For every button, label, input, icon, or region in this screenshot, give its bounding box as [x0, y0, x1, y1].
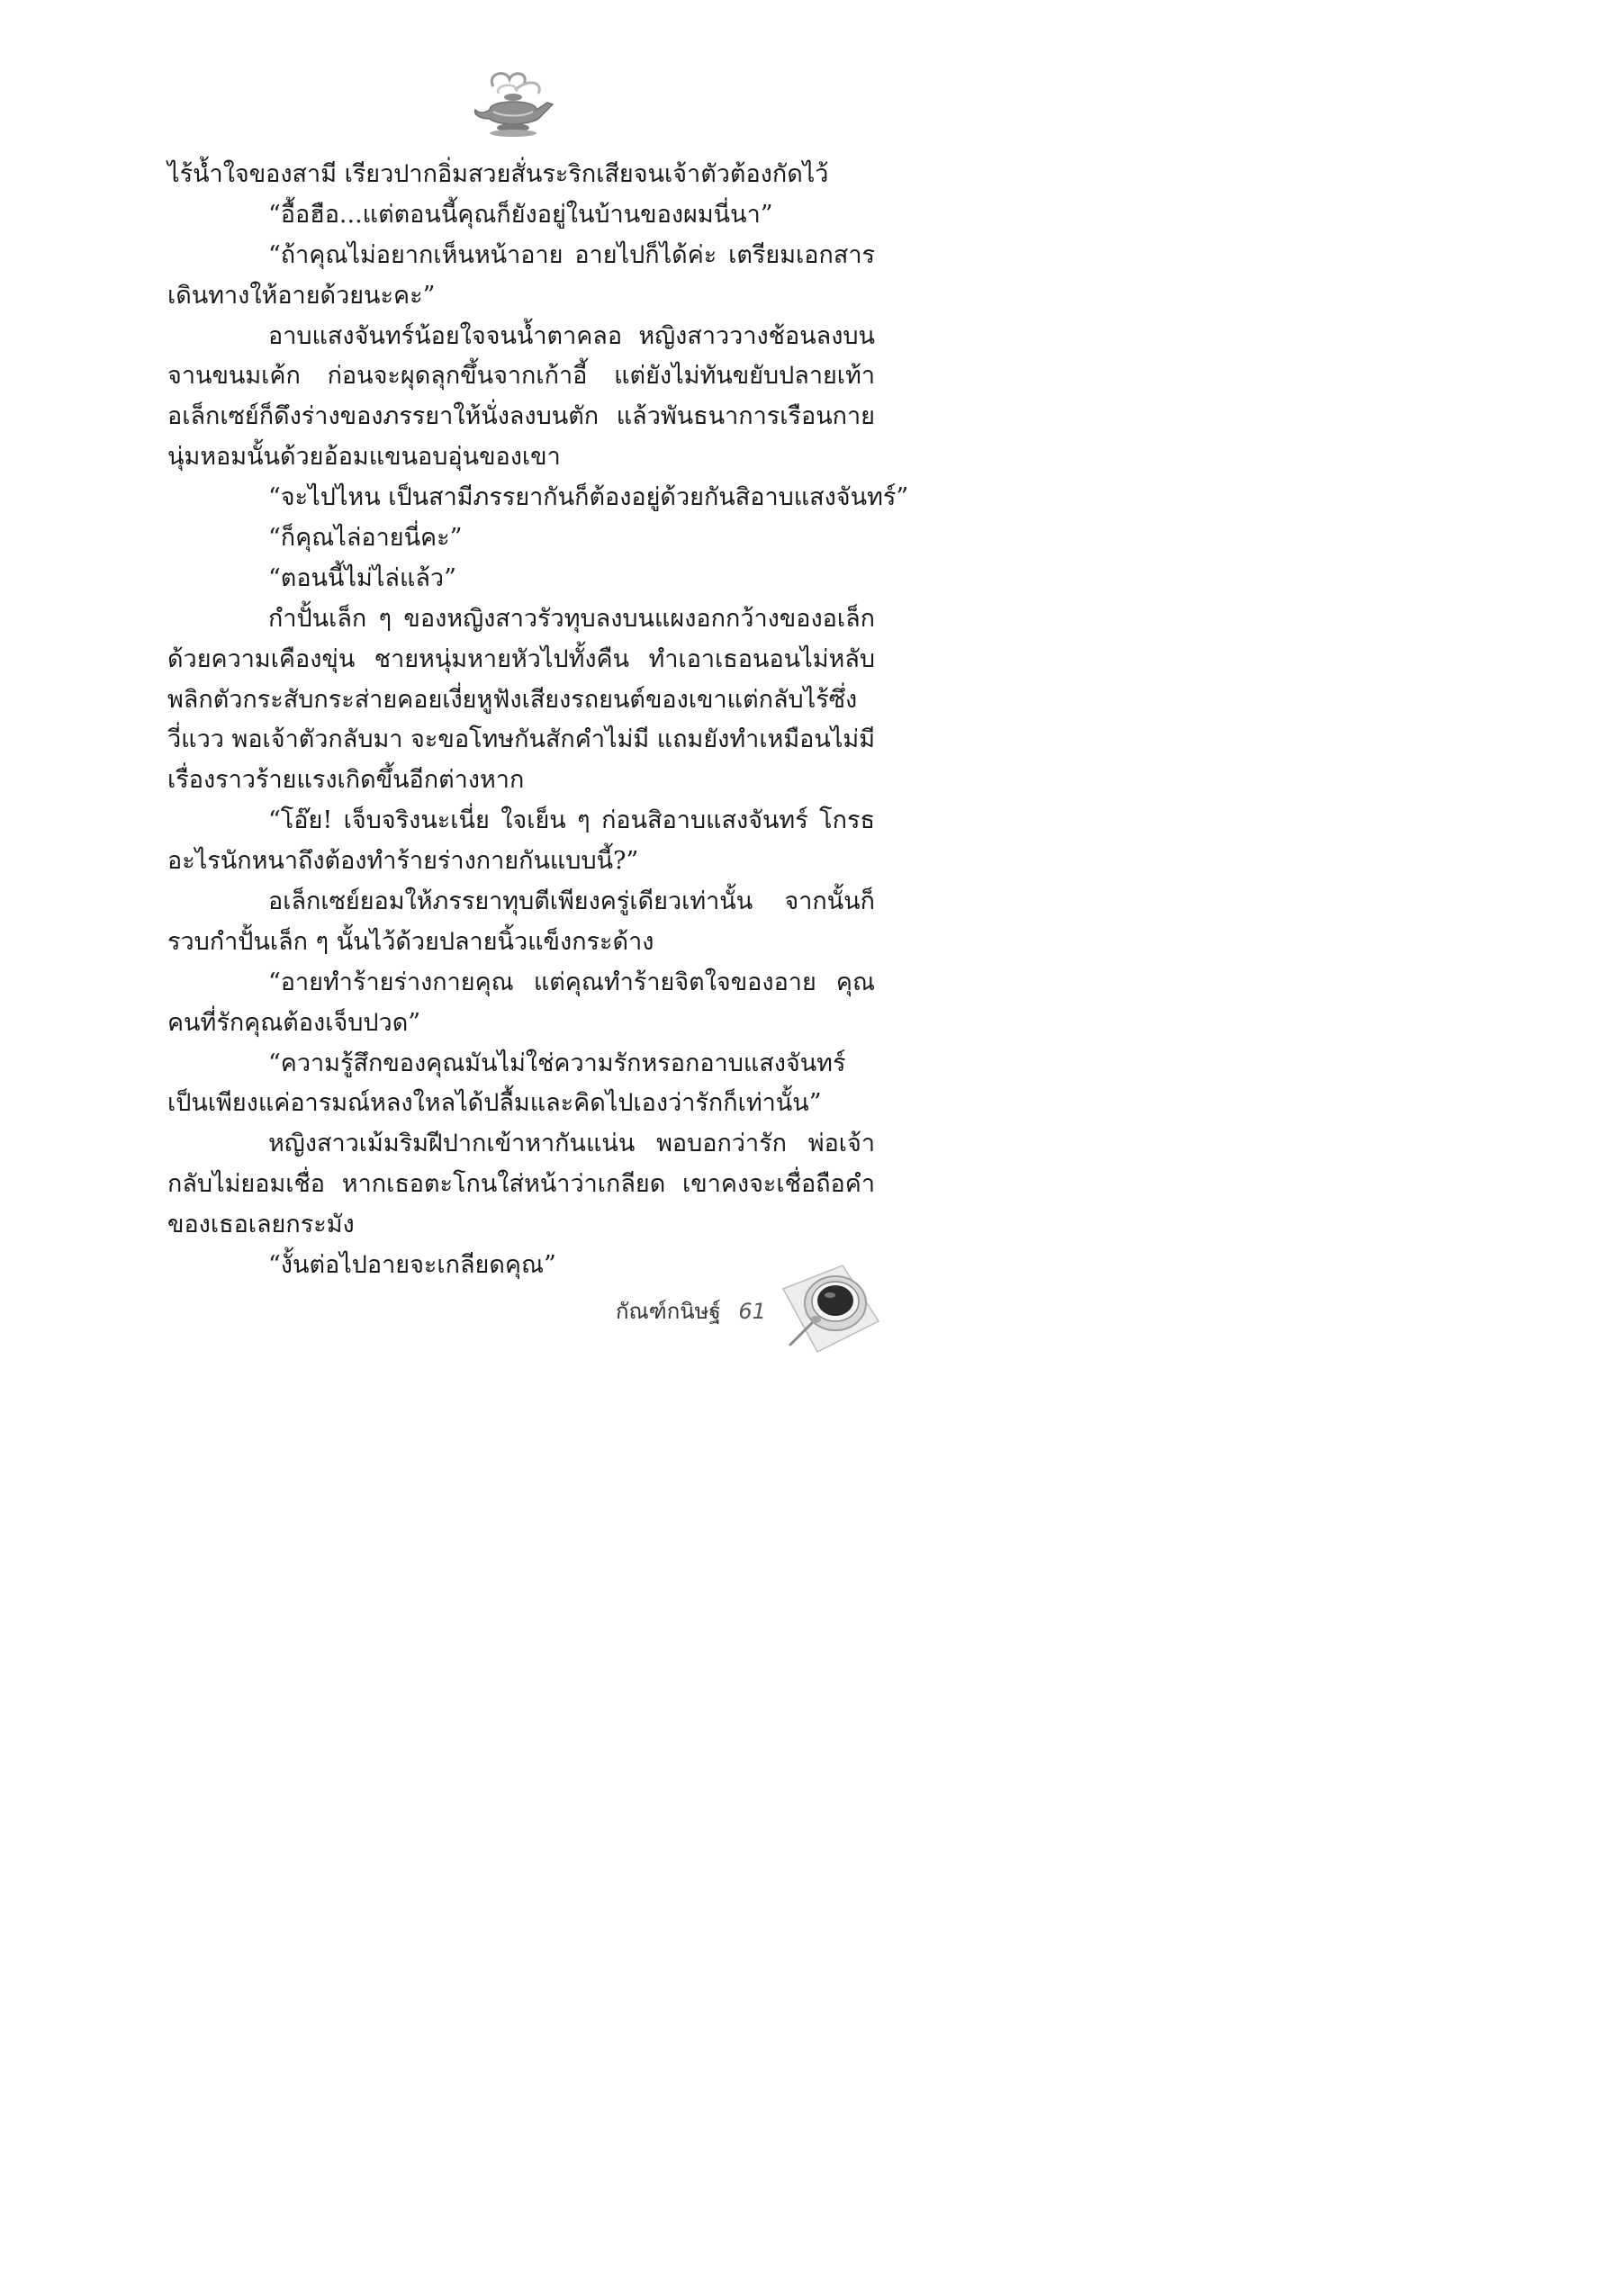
text-line: “ถ้าคุณไม่อยากเห็นหน้าอาย อายไปก็ได้ค่ะ เตรียมเอกสาร [268, 240, 875, 269]
text-line: ไร้น้ำใจของสามี เรียวปากอิ่มสวยสั่นระริกเสียจนเจ้าตัวต้องกัดไว้ [167, 160, 829, 188]
text-line: นุ่มหอมนั้นด้วยอ้อมแขนอบอุ่นของเขา [167, 443, 561, 472]
text-line: ด้วยความเคืองขุ่น ชายหนุ่มหายหัวไปทั้งคืน ทำเอาเธอนอนไม่หลับ [167, 644, 875, 673]
text-line: “ความรู้สึกของคุณมันไม่ใช่ความรักหรอกอาบแสงจันทร์ [268, 1049, 846, 1077]
text-line: “ก็คุณไล่อายนี่คะ” [268, 524, 463, 553]
text-line: อาบแสงจันทร์น้อยใจจนน้ำตาคลอ หญิงสาววางช้อนลงบน [268, 321, 875, 350]
page-number: 61 [738, 1299, 766, 1324]
text-line: เดินทางให้อายด้วยนะคะ” [167, 281, 436, 310]
text-line: รวบกำปั้นเล็ก ๆ นั้นไว้ด้วยปลายนิ้วแข็งกระด้าง [167, 927, 654, 956]
body-text [167, 155, 909, 1286]
text-line: กลับไม่ยอมเชื่อ หากเธอตะโกนใส่หน้าว่าเกลียด เขาคงจะเชื่อถือคำ [167, 1170, 875, 1199]
text-line: กำปั้นเล็ก ๆ ของหญิงสาวรัวทุบลงบนแผงอกกว้างของอเล็ก [268, 604, 875, 633]
text-line: อเล็กเซย์ยอมให้ภรรยาทุบตีเพียงครู่เดียวเท่านั้น จากนั้นก็ [268, 887, 875, 916]
text-line: “อื้อฮือ...แต่ตอนนี้คุณก็ยังอยู่ในบ้านของผมนี่นา” [268, 200, 773, 229]
text-line: “อายทำร้ายร่างกายคุณ แต่คุณทำร้ายจิตใจของอาย คุณ [268, 968, 875, 996]
author-name: กัณฑ์กนิษฐ์ [616, 1299, 721, 1324]
text-line: พลิกตัวกระสับกระส่ายคอยเงี่ยหูฟังเสียงรถยนต์ของเขาแต่กลับไร้ซึ่ง [167, 685, 858, 714]
text-line: ของเธอเลยกระมัง [167, 1211, 355, 1239]
text-line: “งั้นต่อไปอายจะเกลียดคุณ” [268, 1251, 556, 1280]
text-line: คนที่รักคุณต้องเจ็บปวด” [167, 1008, 421, 1037]
text-line: เป็นเพียงแค่อารมณ์หลงใหลได้ปลื้มและคิดไปเองว่ารักก็เท่านั้น” [167, 1089, 822, 1118]
text-line: อะไรนักหนาถึงต้องทำร้ายร่างกายกันแบบนี้?” [167, 847, 639, 876]
text-line: จานขนมเค้ก ก่อนจะผุดลุกขึ้นจากเก้าอี้ แต่ยังไม่ทันขยับปลายเท้า [167, 362, 875, 391]
text-line: “ตอนนี้ไม่ไล่แล้ว” [268, 563, 456, 592]
text-line: วี่แวว พอเจ้าตัวกลับมา จะขอโทษกันสักคำไม่มี แถมยังทำเหมือนไม่มี [167, 725, 875, 754]
text-line: “จะไปไหน เป็นสามีภรรยากันก็ต้องอยู่ด้วยกันสิอาบแสงจันทร์” [268, 483, 909, 512]
genie-lamp-icon [466, 70, 556, 140]
text-line: หญิงสาวเม้มริมฝีปากเข้าหากันแน่น พอบอกว่ารัก พ่อเจ้า [268, 1130, 875, 1158]
book-page [0, 0, 1001, 1440]
text-line: “โอ๊ย! เจ็บจริงนะเนี่ย ใจเย็น ๆ ก่อนสิอาบแสงจันทร์ โกรธ [268, 806, 875, 835]
text-line: อเล็กเซย์ก็ดึงร่างของภรรยาให้นั่งลงบนตัก แล้วพันธนาการเรือนกาย [167, 402, 875, 431]
text-line: เรื่องราวร้ายแรงเกิดขึ้นอีกต่างหาก [167, 766, 525, 795]
page-footer [616, 1293, 766, 1328]
coffee-cup-icon [776, 1258, 882, 1355]
